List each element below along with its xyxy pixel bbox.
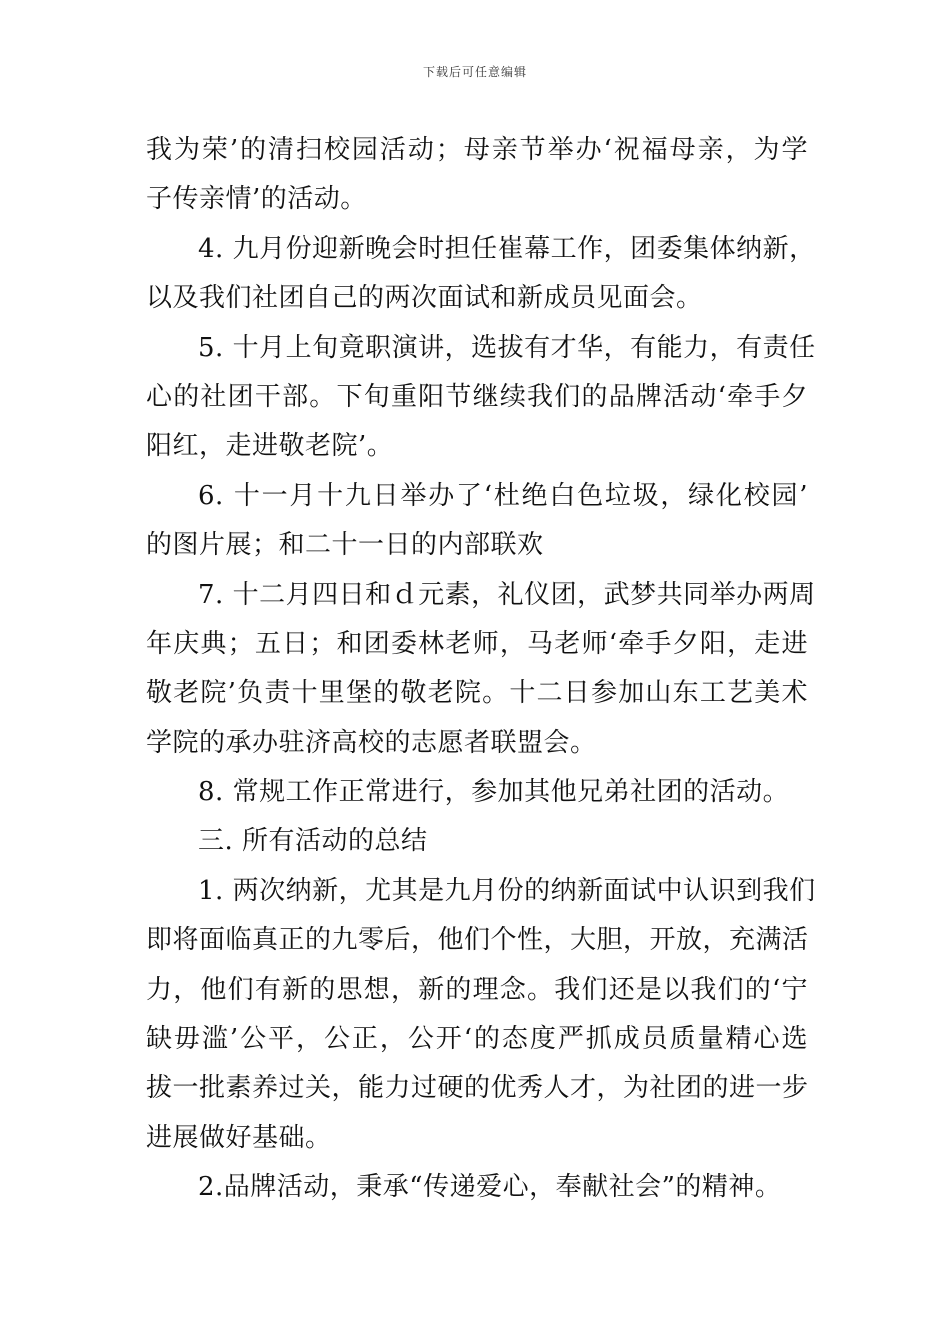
paragraph-1: [146, 126, 808, 225]
paragraph-4: [146, 472, 808, 571]
text-line: 拔一批素养过关，能力过硬的优秀人才，为社团的进一步: [146, 1073, 809, 1104]
text-line: 4. 九月份迎新晚会时担任崔幕工作，团委集体纳新，: [198, 233, 816, 264]
text-line: 的图片展；和二十一日的内部联欢: [146, 530, 544, 561]
text-line: 敬老院’负责十里堡的敬老院。十二日参加山东工艺美术: [146, 678, 808, 709]
paragraph-2: [146, 225, 816, 324]
text-line: 8. 常规工作正常进行，参加其他兄弟社团的活动。: [198, 777, 790, 808]
text-line: 即将面临真正的九零后，他们个性，大胆，开放，充满活: [146, 925, 809, 956]
text-line: 力，他们有新的思想，新的理念。我们还是以我们的‘宁: [146, 974, 808, 1005]
text-line: 缺毋滥’公平，公正，公开‘的态度严抓成员质量精心选: [146, 1024, 808, 1055]
text-line: 7. 十二月四日和ｄ元素，礼仪团，武梦共同举办两周: [198, 579, 816, 610]
text-line: 1. 两次纳新，尤其是九月份的纳新面试中认识到我们: [198, 875, 816, 906]
text-line: 进展做好基础。: [146, 1122, 332, 1153]
text-line: 学院的承办驻济高校的志愿者联盟会。: [146, 727, 597, 758]
document-body: [146, 126, 816, 1213]
text-line: 6. 十一月十九日举办了‘杜绝白色垃圾，绿化校园’: [198, 480, 808, 511]
paragraph-6: [146, 768, 808, 817]
text-line: 阳红，走进敬老院’。: [146, 431, 394, 462]
text-line: 以及我们社团自己的两次面试和新成员见面会。: [146, 283, 703, 314]
section-heading: [146, 817, 808, 866]
paragraph-3: [146, 324, 816, 472]
paragraph-8: [146, 1163, 808, 1212]
text-line: 5. 十月上旬竟职演讲，选拔有才华，有能力，有责任: [198, 332, 816, 363]
page-header: 下载后可任意编辑: [422, 65, 527, 79]
text-line: 我为荣’的清扫校园活动；母亲节举办‘祝福母亲，为学: [146, 135, 808, 165]
text-line: 三. 所有活动的总结: [198, 826, 428, 857]
paragraph-5: [146, 571, 816, 769]
text-line: 2.品牌活动，秉承“传递爱心，奉献社会”的精神。: [198, 1172, 782, 1203]
paragraph-7: [146, 867, 816, 1163]
text-line: 年庆典；五日；和团委林老师，马老师‘牵手夕阳，走进: [146, 628, 808, 659]
text-line: 子传亲情’的活动。: [146, 184, 367, 215]
text-line: 心的社团干部。下旬重阳节继续我们的品牌活动‘牵手夕: [146, 381, 808, 412]
